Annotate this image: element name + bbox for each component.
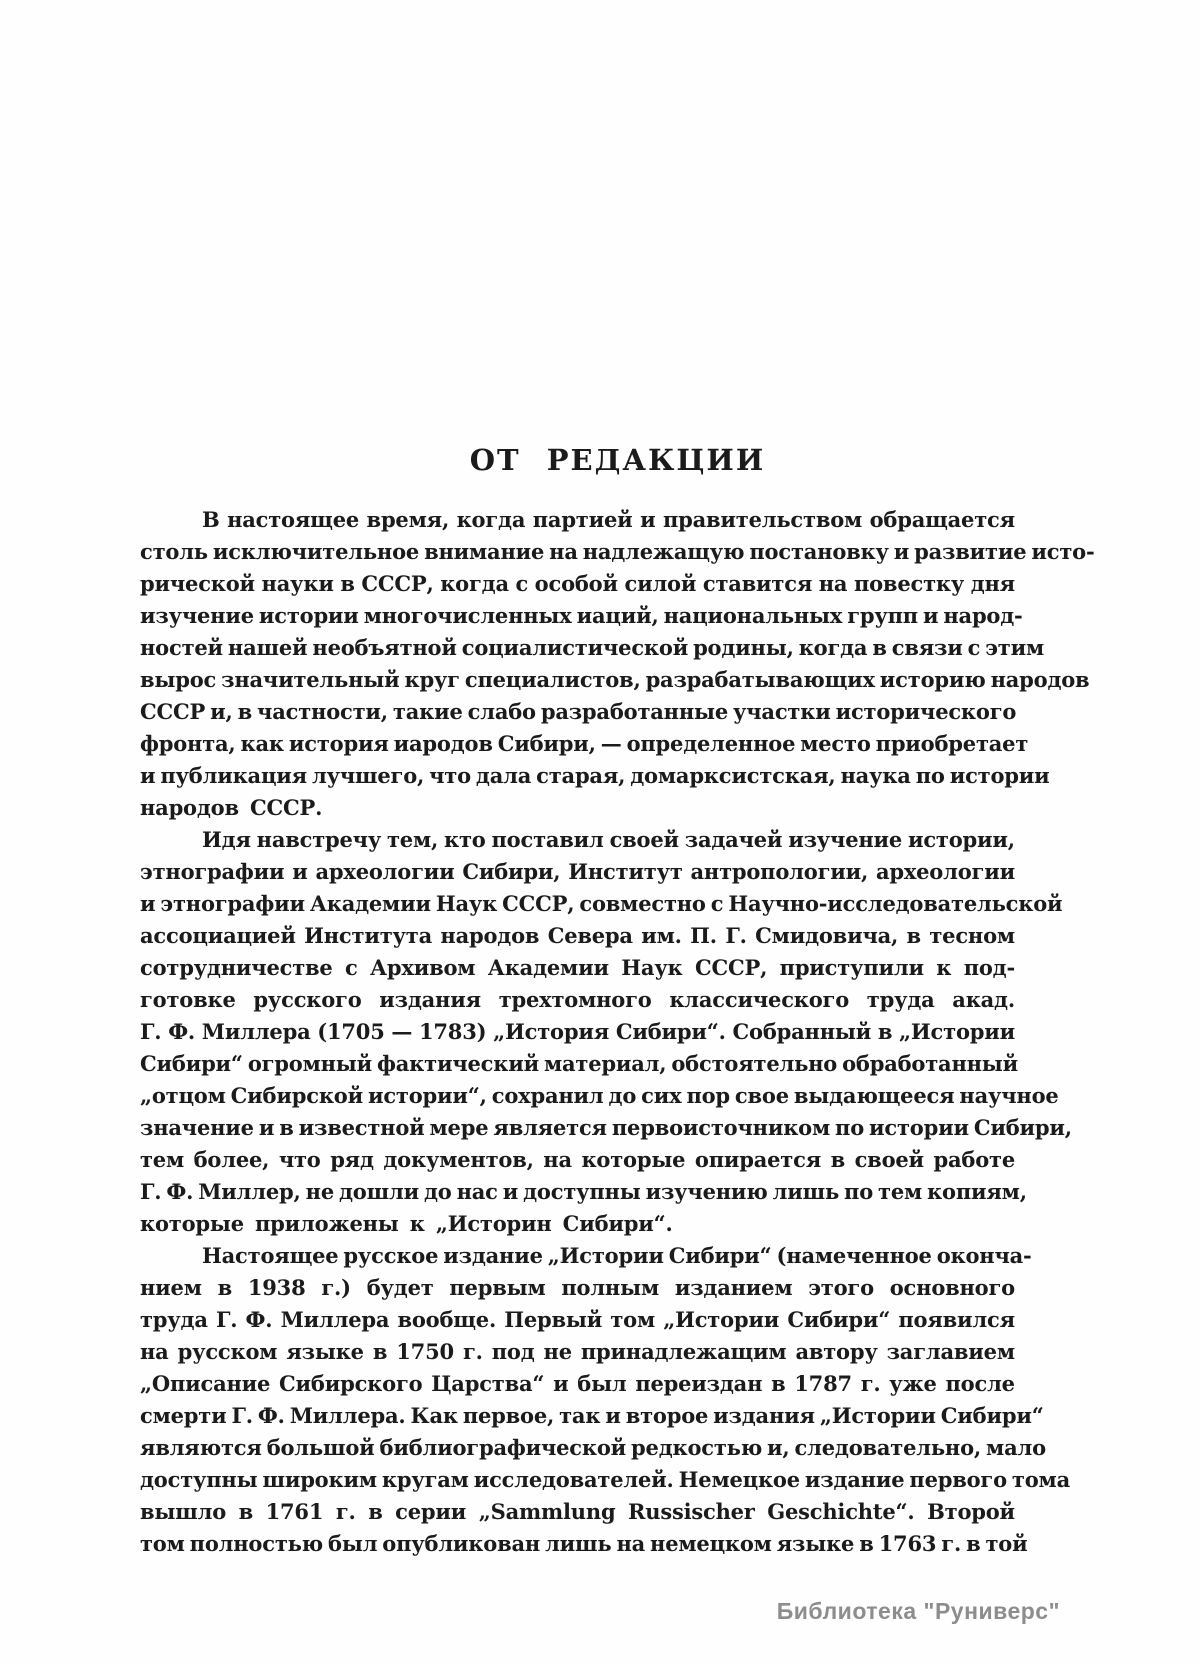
text-line: ностей нашей необъятной социалистической родины, когда в связи с этим (140, 635, 1045, 660)
text-line: на русском языке в 1750 г. под не принадлежащим автору заглавием (140, 1339, 1015, 1364)
text-line: Г. Ф. Миллера (1705 — 1783) „История Сибири“. Собранный в „Истории (140, 1019, 1015, 1044)
text-line: том полностью был опубликован лишь на немецком языке в 1763 г. в той (140, 1531, 1028, 1556)
text-line: сотрудничестве с Архивом Академии Наук СССР, приступили к под- (140, 955, 1015, 980)
text-line: являются большой библиографической редкостью и, следовательно, мало (140, 1435, 1046, 1460)
page-title: ОТ РЕДАКЦИИ (469, 443, 766, 477)
text-line: Идя навстречу тем, кто поставил своей задачей изучение истории, (202, 827, 1015, 852)
text-line: тем более, что ряд документов, на которые опирается в своей работе (140, 1147, 1015, 1172)
paragraph (140, 504, 1095, 824)
text-line: СССР и, в частности, такие слабо разработанные участки исторического (140, 699, 1017, 724)
text-line: ассоциацией Института народов Севера им. П. Г. Смидовича, в тесном (140, 923, 1015, 948)
text-line: фронта, как история иародов Сибири, — определенное место приобретает (140, 731, 1029, 756)
paragraph (140, 824, 1072, 1240)
text-line: готовке русского издания трехтомного классического труда акад. (140, 987, 1015, 1012)
paragraph (140, 1240, 1070, 1560)
text-line: рической науки в СССР, когда с особой силой ставится на повестку дня (140, 571, 1015, 596)
text-line: и публикация лучшего, что дала старая, домарксистская, наука по истории (140, 763, 1050, 788)
text-line: этнографии и археологии Сибири, Институт антропологии, археологии (140, 859, 1015, 884)
text-line: вырос значительный круг специалистов, разрабатывающих историю народов (140, 667, 1090, 692)
text-line: „Описание Сибирского Царства“ и был переиздан в 1787 г. уже после (140, 1371, 1015, 1396)
text-line: доступны широким кругам исследователей. Немецкое издание первого тома (140, 1467, 1070, 1492)
text-line: и этнографии Академии Наук СССР, совместно с Научно-исследовательской (140, 891, 1063, 916)
text-line: изучение истории многочисленных иаций, национальных групп и народ- (140, 603, 1023, 628)
body-text (140, 504, 1095, 1560)
text-line: смерти Г. Ф. Миллера. Как первое, так и второе издания „Истории Сибири“ (140, 1403, 1044, 1428)
text-line: „отцом Сибирской истории“, сохранил до сих пор свое выдающееся научное (140, 1083, 1059, 1108)
text-line: значение и в известной мере является первоисточником по истории Сибири, (140, 1115, 1072, 1140)
text-line: В настоящее время, когда партией и правительством обращается (202, 507, 1015, 532)
text-line: столь исключительное внимание на надлежащую постановку и развитие исто- (140, 539, 1095, 564)
text-line: Настоящее русское издание „Истории Сибири“ (намеченное оконча- (202, 1243, 1032, 1268)
text-line: Сибири“ огромный фактический материал, обстоятельно обработанный (140, 1051, 1019, 1076)
text-line: нием в 1938 г.) будет первым полным изданием этого основного (140, 1275, 1015, 1300)
text-line: вышло в 1761 г. в серии „Sammlung Russischer Geschichte“. Второй (140, 1499, 1015, 1524)
library-watermark: Библиотека "Руниверс" (776, 1598, 1060, 1624)
text-line: народов СССР. (140, 795, 323, 820)
text-line: Г. Ф. Миллер, не дошли до нас и доступны изучению лишь по тем копиям, (140, 1179, 1027, 1204)
text-line: труда Г. Ф. Миллера вообще. Первый том „Истории Сибири“ появился (140, 1307, 1015, 1332)
text-line: которые приложены к „Историн Сибири“. (140, 1211, 673, 1236)
